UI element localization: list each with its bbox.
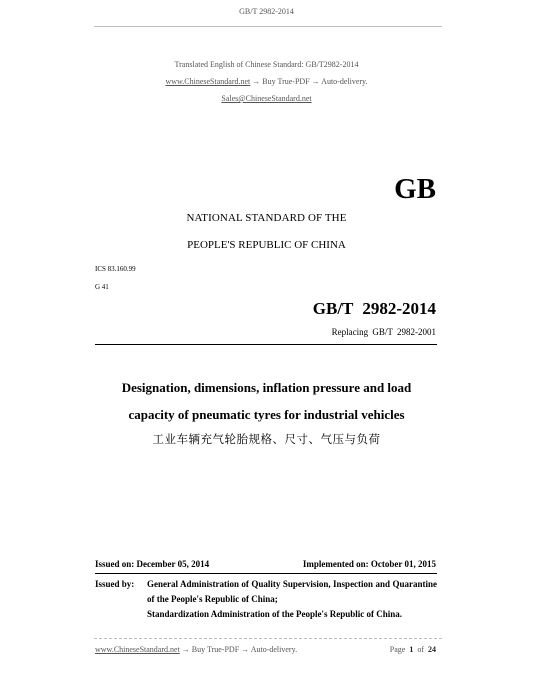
issued-by-authority-2: Standardization Administration of the People's Republic of China.: [147, 609, 403, 619]
page-current: 1: [409, 645, 414, 654]
promo-text: → Buy True-PDF → Auto-delivery.: [250, 77, 368, 86]
issued-on-date: Issued on: December 05, 2014: [95, 559, 210, 569]
issued-by-authority-1: General Administration of Quality Supervision, Inspection and Quarantine of the People's Republic of China;: [147, 579, 437, 604]
footer-site-link[interactable]: www.ChineseStandard.net: [95, 645, 180, 654]
page-total: 24: [428, 645, 436, 654]
email-link[interactable]: Sales@ChineseStandard.net: [221, 94, 312, 103]
promo-line: [0, 77, 533, 86]
site-link[interactable]: www.ChineseStandard.net: [165, 77, 251, 86]
issued-by-block: [95, 577, 437, 622]
dates-divider: [95, 573, 437, 574]
title-english-line2: capacity of pneumatic tyres for industrial vehicles: [128, 407, 405, 422]
page-of: of: [417, 645, 424, 654]
implemented-on-date: Implemented on: October 01, 2015: [302, 559, 436, 569]
email-line: [0, 94, 533, 103]
footer-promo-text: → Buy True-PDF → Auto-delivery.: [179, 645, 298, 654]
title-divider: [95, 344, 437, 345]
header-rule: [94, 26, 442, 27]
running-header: GB/T 2982-2014: [239, 7, 294, 16]
national-standard-line1: NATIONAL STANDARD OF THE: [186, 212, 347, 224]
title-english-line1: Designation, dimensions, inflation pressure and load: [121, 380, 412, 395]
translated-notice: Translated English of Chinese Standard: GB/T2982-2014: [174, 60, 359, 69]
footer-rule: [94, 638, 442, 639]
replacing-note: Replacing GB/T 2982-2001: [331, 327, 436, 337]
gb-logo: GB: [394, 173, 436, 205]
ccs-code: G 41: [95, 283, 109, 291]
standard-number: GB/T 2982-2014: [312, 299, 436, 318]
issued-by-label: Issued by:: [95, 579, 135, 589]
page-label: Page: [389, 645, 406, 654]
ics-code: ICS 83.160.99: [95, 265, 136, 273]
title-chinese: 工业车辆充气轮胎规格、尺寸、气压与负荷: [152, 432, 381, 446]
national-standard-line2: PEOPLE'S REPUBLIC OF CHINA: [187, 239, 346, 251]
page-indicator: [390, 645, 436, 654]
footer-promo: [95, 645, 297, 654]
